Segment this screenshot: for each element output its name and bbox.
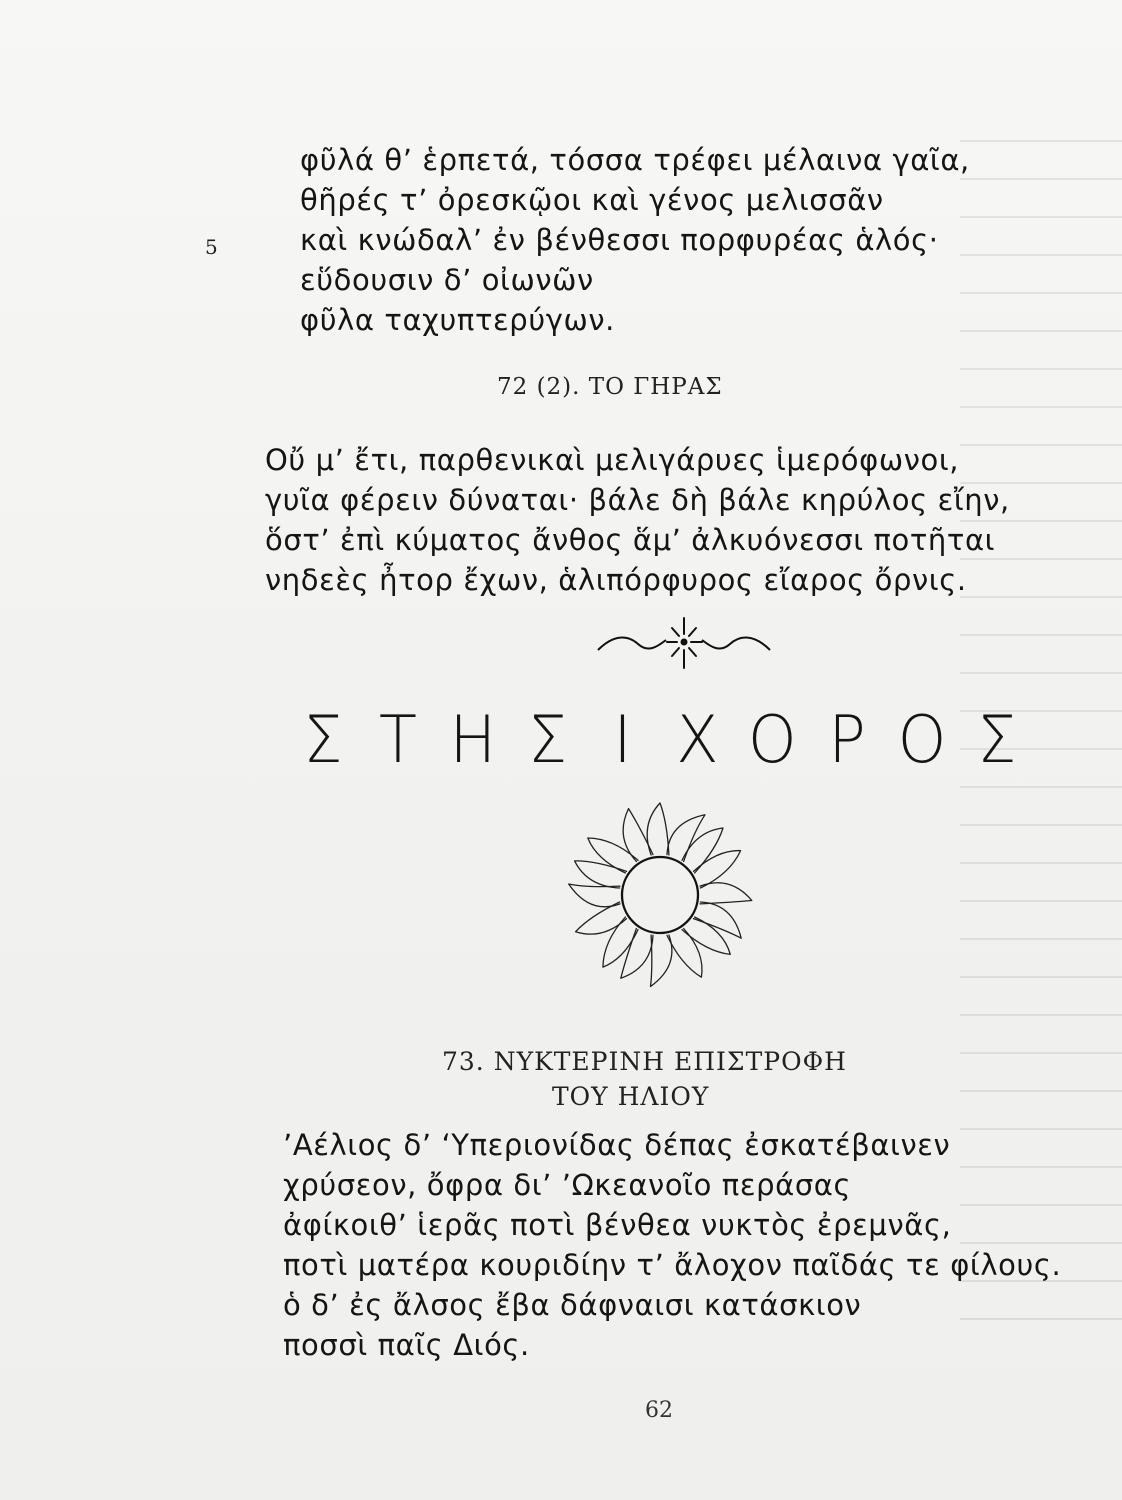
sun-ray xyxy=(575,861,627,888)
page-number: 62 xyxy=(645,1398,673,1423)
title-letter: Ρ xyxy=(828,701,866,778)
fragment-72-heading: 72 (2). ΤΟ ΓΗΡΑΣ xyxy=(497,374,723,400)
sun-ray xyxy=(651,935,672,987)
sun-ray xyxy=(647,803,669,855)
title-letter: Σ xyxy=(303,701,343,778)
title-letter: Σ xyxy=(528,701,568,778)
fragment-71-text xyxy=(300,140,970,340)
verse-line: καὶ κνώδαλ’ ἐν βένθεσσι πορφυρέας ἁλός· xyxy=(300,223,939,257)
verse-line: φῦλα ταχυπτερύγων. xyxy=(300,303,615,337)
verse-line: ’Αέλιος δ’ ‘Υπεριονίδας δέπας ἐσκατέβαινεν xyxy=(283,1128,951,1162)
title-letter: Ο xyxy=(747,701,797,778)
sun-ray xyxy=(603,917,638,967)
verse-line: ὁ δ’ ἐς ἄλσος ἔβα δάφναισι κατάσκιον xyxy=(283,1288,862,1322)
verse-line: φῦλά θ’ ἑρπετά, τόσσα τρέφει μέλαινα γαῖα, xyxy=(300,143,970,177)
verse-line: γυῖα φέρειν δύναται· βάλε δὴ βάλε κηρύλος εἴην, xyxy=(265,483,1010,517)
title-letter: Σ xyxy=(977,701,1017,778)
sun-ray xyxy=(621,929,653,979)
sun-ray xyxy=(682,828,723,873)
title-letter: Ι xyxy=(613,701,632,778)
verse-line: χρύσεον, ὄφρα δι’ ’Ωκεανοῖο περάσας xyxy=(283,1168,852,1202)
title-letter: Η xyxy=(449,701,497,778)
verse-line: νηδεὲς ἦτορ ἔχων, ἁλιπόρφυρος εἴαρος ὄρνις. xyxy=(265,563,967,597)
sun-ray xyxy=(623,809,653,862)
sun-icon xyxy=(565,800,755,990)
sun-ray xyxy=(588,838,638,873)
fragment-72-text xyxy=(265,440,1010,600)
verse-line: εὕδουσιν δ’ οἰωνῶν xyxy=(300,263,594,297)
fragment-73-subheading: ΤΟΥ ΗΛΙΟΥ xyxy=(552,1082,710,1111)
verse-line: ποσσὶ παῖς Διός. xyxy=(283,1328,530,1362)
title-letter: Τ xyxy=(378,701,417,778)
verse-line: ὅστ’ ἐπὶ κύματος ἄνθος ἅμ’ ἀλκυόνεσσι ποτῆται xyxy=(265,523,996,557)
ornament-icon xyxy=(594,616,774,674)
fragment-73-heading: 73. ΝΥΚΤΕΡΙΝΗ ΕΠΙΣΤΡΟΦΗ xyxy=(442,1047,847,1076)
fragment-73-text xyxy=(283,1125,1061,1365)
verse-line: θῆρές τ’ ὀρεσκῷοι καὶ γένος μελισσᾶν xyxy=(300,183,884,217)
poet-name-title xyxy=(290,701,1030,778)
verse-line: Οὔ μ’ ἔτι, παρθενικαὶ μελιγάρυες ἱμερόφωνοι, xyxy=(265,443,960,477)
verse-line: ποτὶ ματέρα κουριδίην τ’ ἄλοχον παῖδάς τε φίλους. xyxy=(283,1248,1062,1282)
sun-ray xyxy=(700,883,752,904)
line-number: 5 xyxy=(205,235,218,259)
title-letter: Χ xyxy=(676,701,719,778)
verse-line: ἀφίκοιθ’ ἱερᾶς ποτὶ βένθεα νυκτὸς ἐρεμνᾶς, xyxy=(283,1208,952,1242)
title-letter: Ο xyxy=(897,701,947,778)
